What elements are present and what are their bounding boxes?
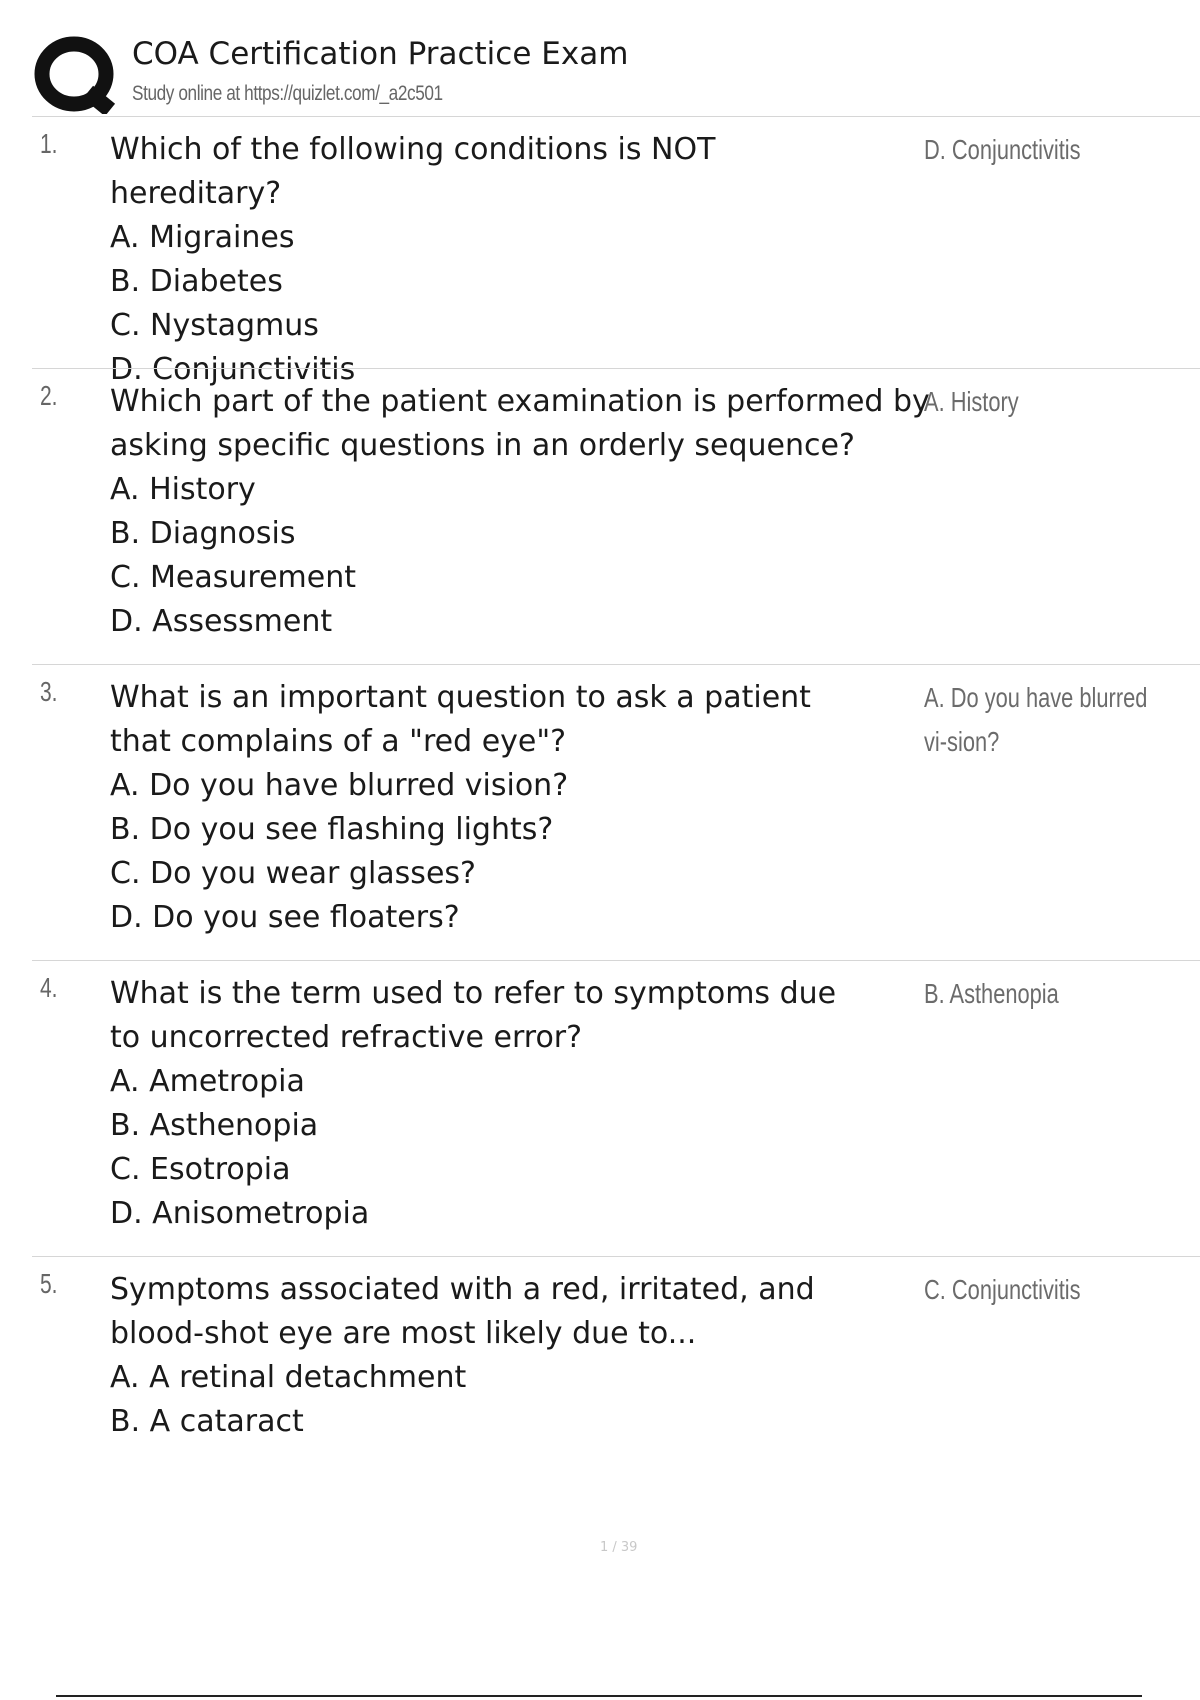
page-title: COA Certification Practice Exam — [132, 36, 629, 72]
question-number: 5. — [40, 1268, 58, 1299]
answer-option: A. A retinal detachment — [110, 1360, 467, 1395]
question-text: What is an important question to ask a patient that complains of a "red eye"? — [110, 680, 811, 759]
question-body — [110, 972, 870, 1236]
answer-option: D. Do you see floaters? — [110, 900, 460, 935]
correct-answer: A. Do you have blurred vi-sion? — [924, 682, 1148, 757]
page-number: 1 / 39 — [600, 1540, 638, 1555]
study-online-link[interactable]: Study online at https://quizlet.com/_a2c501 — [132, 82, 443, 105]
question-number: 3. — [40, 676, 58, 707]
document-header — [32, 30, 1200, 116]
answer-option: A. Do you have blurred vision? — [110, 768, 569, 803]
bottom-border — [56, 1695, 1142, 1697]
question-text: Symptoms associated with a red, irritated, and blood-shot eye are most likely due to... — [110, 1272, 815, 1351]
correct-answer: A. History — [924, 386, 1019, 417]
answer-option: B. Diabetes — [110, 264, 283, 299]
question-body — [110, 380, 930, 644]
answer-option: B. Asthenopia — [110, 1108, 319, 1143]
answer-option: D. Assessment — [110, 604, 333, 639]
answer-option: C. Do you wear glasses? — [110, 856, 476, 891]
answer-option: B. Diagnosis — [110, 516, 296, 551]
answer-option: C. Measurement — [110, 560, 356, 595]
question-text: Which of the following conditions is NOT hereditary? — [110, 132, 716, 211]
divider — [32, 116, 1200, 117]
answer-option: C. Esotropia — [110, 1152, 291, 1187]
answer-option: D. Conjunctivitis — [110, 352, 356, 387]
answer-option: A. Migraines — [110, 220, 295, 255]
divider — [32, 368, 1200, 369]
divider — [32, 1256, 1200, 1257]
answer-option: B. A cataract — [110, 1404, 304, 1439]
answer-option: D. Anisometropia — [110, 1196, 370, 1231]
answer-option: B. Do you see flashing lights? — [110, 812, 554, 847]
question-body — [110, 128, 890, 392]
question-body — [110, 676, 870, 940]
divider — [32, 664, 1200, 665]
answer-option: A. Ametropia — [110, 1064, 305, 1099]
correct-answer: C. Conjunctivitis — [924, 1274, 1081, 1305]
question-number: 4. — [40, 972, 58, 1003]
answer-option: C. Nystagmus — [110, 308, 319, 343]
quizlet-logo-icon — [32, 34, 142, 114]
question-body — [110, 1268, 890, 1444]
question-text: What is the term used to refer to symptoms due to uncorrected refractive error? — [110, 976, 837, 1055]
correct-answer: D. Conjunctivitis — [924, 134, 1081, 165]
answer-option: A. History — [110, 472, 256, 507]
question-text: Which part of the patient examination is performed by asking specific questions in an orderly sequence? — [110, 384, 930, 463]
divider — [32, 960, 1200, 961]
question-number: 2. — [40, 380, 58, 411]
question-number: 1. — [40, 128, 58, 159]
correct-answer: B. Asthenopia — [924, 978, 1059, 1009]
